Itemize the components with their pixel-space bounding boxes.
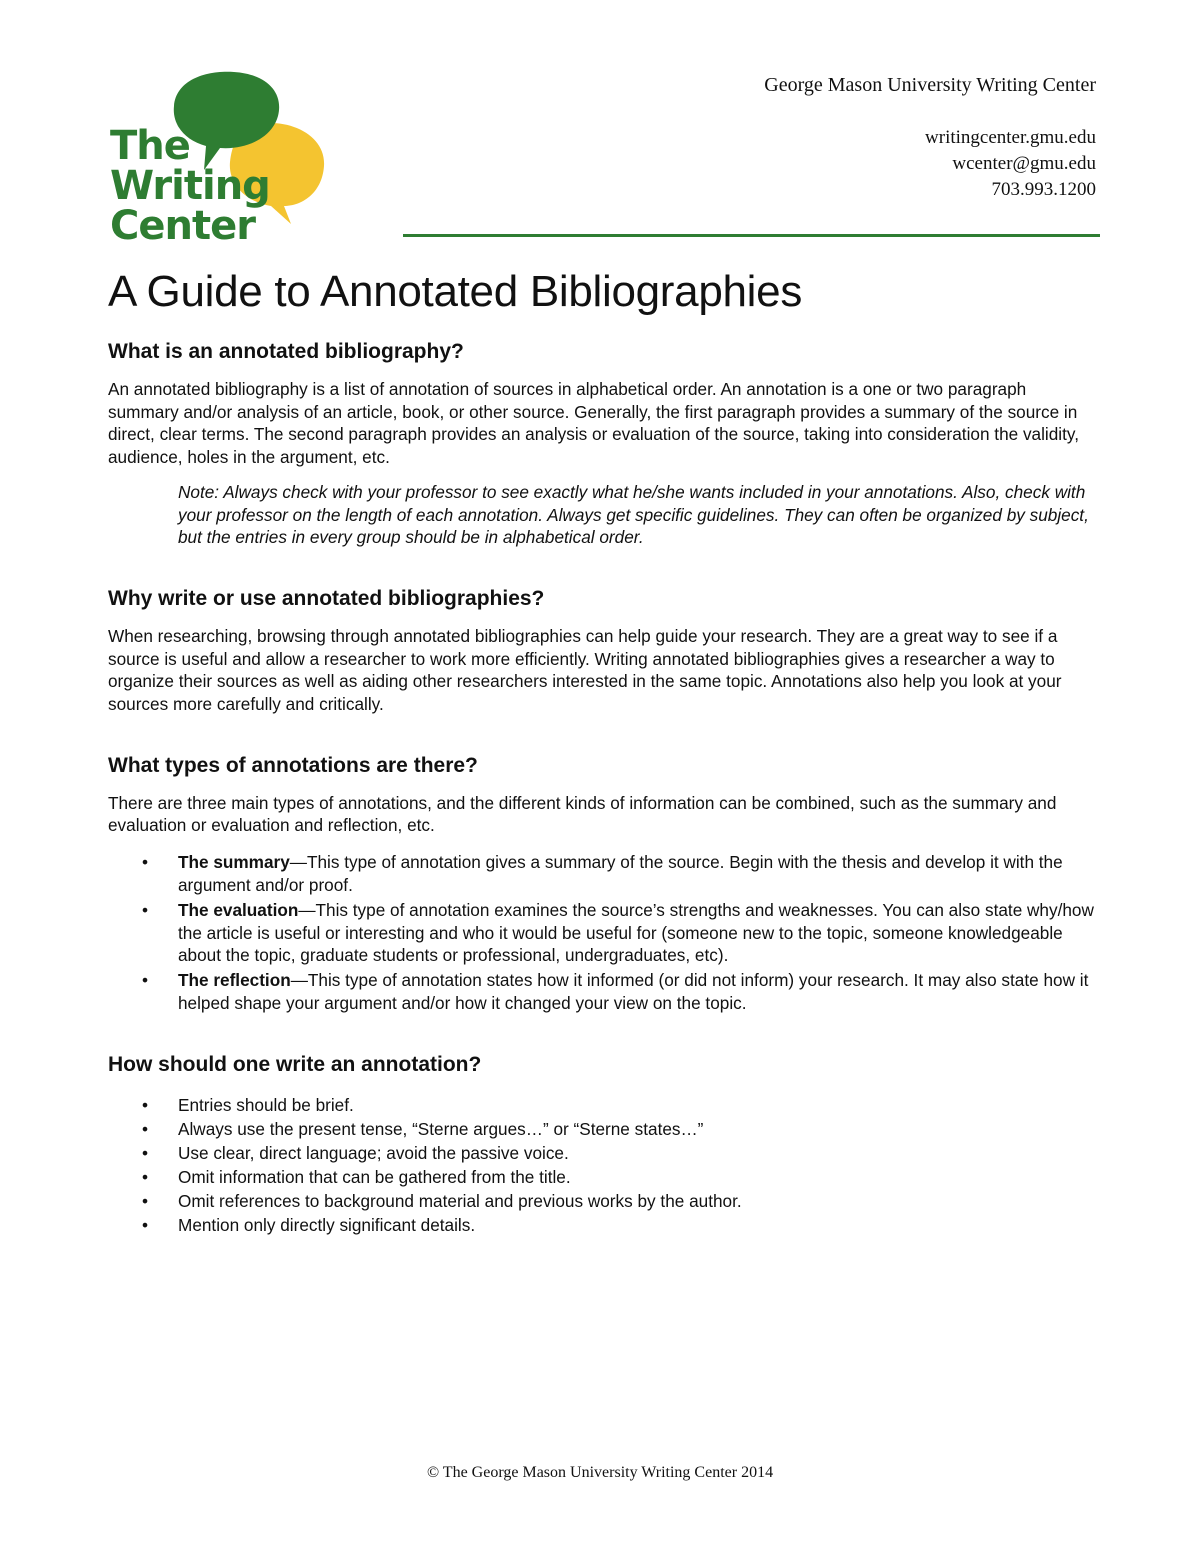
list-item — [108, 1093, 1098, 1117]
section-heading-types: What types of annotations are there? — [108, 753, 478, 777]
list-item — [108, 1165, 1098, 1189]
page-title: A Guide to Annotated Bibliographies — [108, 267, 803, 316]
section-heading-what: What is an annotated bibliography? — [108, 340, 464, 363]
item-text: Mention only directly significant details. — [178, 1214, 476, 1235]
bullet-icon: • — [142, 1214, 149, 1235]
list-item — [108, 969, 1098, 1015]
bullet-icon: • — [142, 970, 149, 991]
section-how — [108, 1051, 1098, 1237]
list-item — [108, 1117, 1098, 1141]
list-item — [108, 1141, 1098, 1165]
types-list — [108, 851, 1098, 1015]
phone-number: 703.993.1200 — [991, 179, 1096, 200]
how-list — [108, 1093, 1098, 1237]
list-item — [108, 851, 1098, 897]
bullet-icon: • — [142, 899, 149, 920]
bullet-icon: • — [142, 1118, 149, 1139]
bullet-icon: • — [142, 1166, 149, 1187]
list-item — [108, 899, 1098, 967]
organization-name: George Mason University Writing Center — [764, 74, 1096, 96]
note-callout: Note: Always check with your professor to see exactly what he/she wants included in your annotations. Also, check with your professor on the length of each annotation. Always get specific guidelines. They can often be organized by subject, but the entries in every group should be in alphabetical order. — [178, 481, 1089, 548]
item-term: The summary — [178, 852, 290, 873]
item-text: Use clear, direct language; avoid the passive voice. — [178, 1142, 569, 1163]
bullet-icon: • — [142, 1094, 149, 1115]
section-heading-how: How should one write an annotation? — [108, 1052, 482, 1076]
section-body-types: There are three main types of annotations, and the different kinds of information can be combined, such as the summary and evaluation or evaluation and reflection, etc. — [108, 792, 1057, 836]
contact-block — [764, 72, 1096, 203]
section-body-what: An annotated bibliography is a list of annotation of sources in alphabetical order. An annotation is a one or two paragraph summary and/or analysis of an article, book, or other source. Generally, the first paragraph provides a summary of the source in direct, clear terms. The second paragraph provides an analysis or evaluation of the source, taking into consideration the validity, audience, holes in the argument, etc. — [108, 379, 1079, 468]
section-heading-why: Why write or use annotated bibliographies? — [108, 586, 545, 610]
item-text: Omit information that can be gathered from the title. — [178, 1166, 571, 1187]
list-item — [108, 1189, 1098, 1213]
logo-line-1: The — [110, 123, 190, 169]
website-link[interactable]: writingcenter.gmu.edu — [925, 127, 1096, 148]
bullet-icon: • — [142, 1190, 149, 1211]
section-why — [108, 585, 1098, 716]
document-body — [108, 262, 1098, 1237]
email-link[interactable]: wcenter@gmu.edu — [952, 153, 1096, 174]
item-text: —This type of annotation states how it informed (or did not inform) your research. It may also state how it helped shape your argument and/or how it changed your view on the topic. — [178, 970, 1089, 1013]
section-types — [108, 752, 1098, 1015]
header-divider — [403, 234, 1100, 237]
item-term: The evaluation — [178, 899, 299, 920]
item-text: —This type of annotation examines the source’s strengths and weaknesses. You can also state why/how the article is useful or interesting and who it would be useful for (someone new to the topic, someone knowledgeable about the topic, graduate students or professional, undergraduates, etc). — [178, 899, 1094, 966]
list-item — [108, 1213, 1098, 1237]
item-text: Omit references to background material and previous works by the author. — [178, 1190, 742, 1211]
item-text: Entries should be brief. — [178, 1094, 354, 1115]
section-body-why: When researching, browsing through annotated bibliographies can help guide your research. They are a great way to see if a source is useful and allow a researcher to work more efficiently. Writing annotated bibliographies gives a researcher a way to organize their sources as well as aiding other researchers interested in the same topic. Annotations also help you look at your sources more carefully and critically. — [108, 625, 1062, 715]
item-term: The reflection — [178, 970, 291, 991]
item-text: —This type of annotation gives a summary of the source. Begin with the thesis and develop it with the argument and/or proof. — [178, 852, 1063, 895]
item-text: Always use the present tense, “Sterne argues…” or “Sterne states…” — [178, 1118, 704, 1139]
page-footer: © The George Mason University Writing Center 2014 — [426, 1464, 774, 1481]
bullet-icon: • — [142, 852, 149, 873]
logo-line-2: Writing Center — [110, 163, 270, 249]
writing-center-logo — [106, 66, 406, 249]
bullet-icon: • — [142, 1142, 149, 1163]
